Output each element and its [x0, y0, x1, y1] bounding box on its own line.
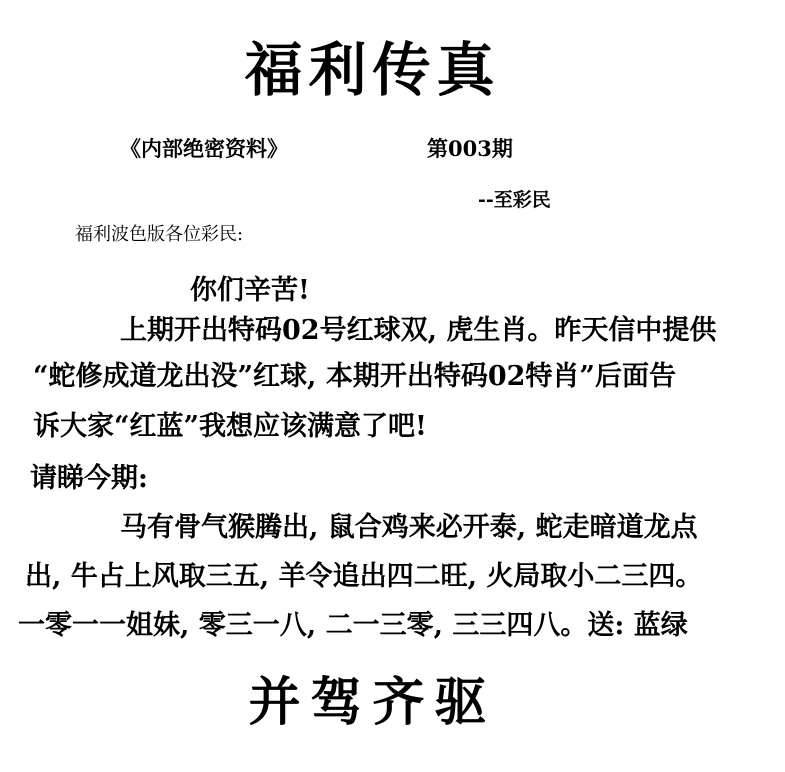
paragraph-1-line-2: “蛇修成道龙出没”红球, 本期开出特码02特肖”后面告 [33, 361, 676, 392]
paragraph-2-line-1: 马有骨气猴腾出, 鼠合鸡来必开泰, 蛇走暗道龙点 [120, 512, 698, 543]
salutation: 你们辛苦! [190, 275, 310, 306]
paragraph-2-line-2: 出, 牛占上风取三五, 羊令追出四二旺, 火局取小二三四。 [25, 561, 703, 592]
document-subtitle: 《内部绝密资料》 [120, 136, 288, 161]
greeting-line: 福利波色版各位彩民: [75, 224, 244, 245]
document-title: 福利传真 [244, 36, 501, 104]
signature-line: --至彩民 [478, 189, 551, 211]
paragraph-2-line-3: 一零一一姐妹, 零三一八, 二一三零, 三三四八。送: 蓝绿 [18, 610, 688, 641]
paragraph-1-line-1: 上期开出特码02号红球双, 虎生肖。昨天信中提供 [120, 315, 717, 346]
issue-number: 第003期 [427, 136, 513, 161]
prompt-line: 请睇今期: [30, 463, 148, 494]
closing-slogan: 并驾齐驱 [248, 672, 497, 733]
paragraph-1-line-3: 诉大家“红蓝”我想应该满意了吧! [33, 411, 427, 442]
